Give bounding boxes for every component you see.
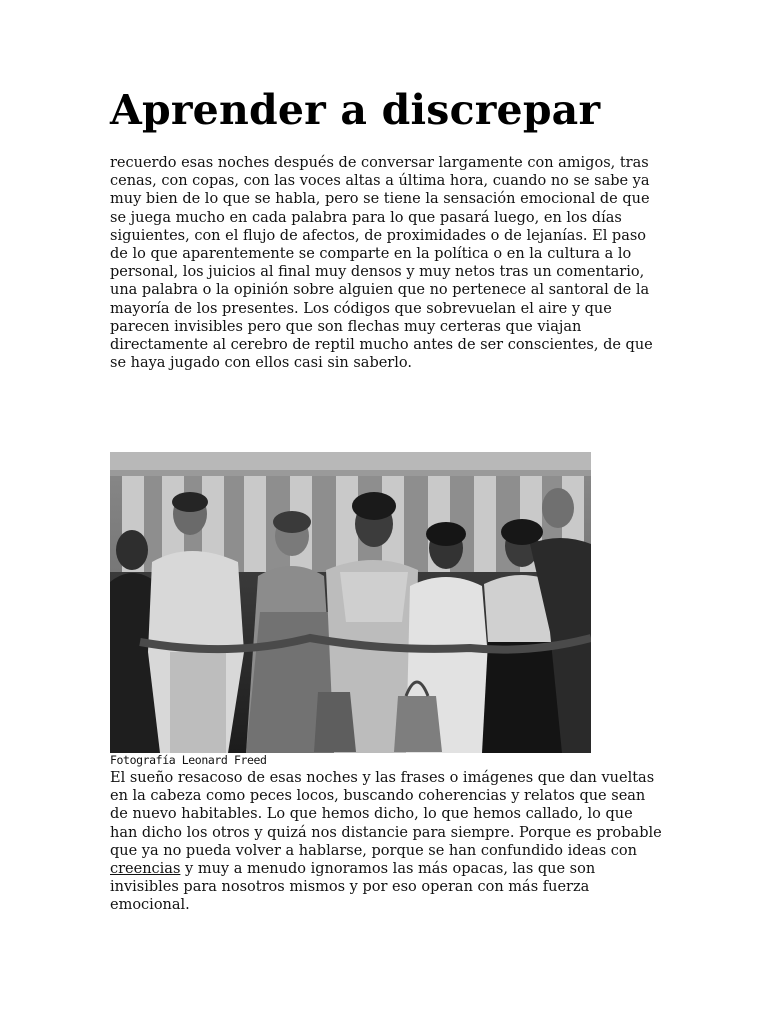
paragraph-1: recuerdo esas noches después de conversar largamente con amigos, tras cenas, con copas, con las voces altas a última hora, cuando no se sabe ya muy bien de lo que se habla, pero se tiene la sensación emocional de que se juega mucho en cada palabra para lo que pasará luego, en los días siguientes, con el flujo de afectos, de proximidades o de lejanías. El paso de lo que aparentemente se comparte en la política o en la cultura a lo personal, los juicios al final muy densos y muy netos tras un comentario, una palabra o la opinión sobre alguien que no pertenece al santoral de la mayoría de los presentes. Los códigos que sobrevuelan el aire y que parecen invisibles pero que son flechas muy certeras que viajan directamente al cerebro de reptil mucho antes de ser conscientes, de que se haya jugado con ellos casi sin saberlo. xyxy=(110,155,653,372)
photo-illustration xyxy=(110,452,591,753)
paragraph-2-text-end: y muy a menudo ignoramos las más opacas, las que son invisibles para nosotros mismos y por eso operan con más fuerza emocional. xyxy=(110,861,596,914)
photo-leonard-freed xyxy=(110,452,591,753)
entablature xyxy=(110,452,591,470)
photo-caption: Fotografía Leonard Freed xyxy=(110,753,267,767)
link-creencias[interactable]: creencias xyxy=(110,861,181,878)
paragraph-2 xyxy=(110,769,662,915)
paragraph-2-text-start: El sueño resacoso de esas noches y las frases o imágenes que dan vueltas en la cabeza como peces locos, buscando coherencias y relatos que sean de nuevo habitables. Lo que hemos dicho, lo que hemos callado, lo que han dicho los otros y quizá nos distancie para siempre. Porque es probable que ya no pueda volver a hablarse, porque se han confundido ideas con xyxy=(110,770,662,859)
page-title: Aprender a discrepar xyxy=(110,86,601,134)
